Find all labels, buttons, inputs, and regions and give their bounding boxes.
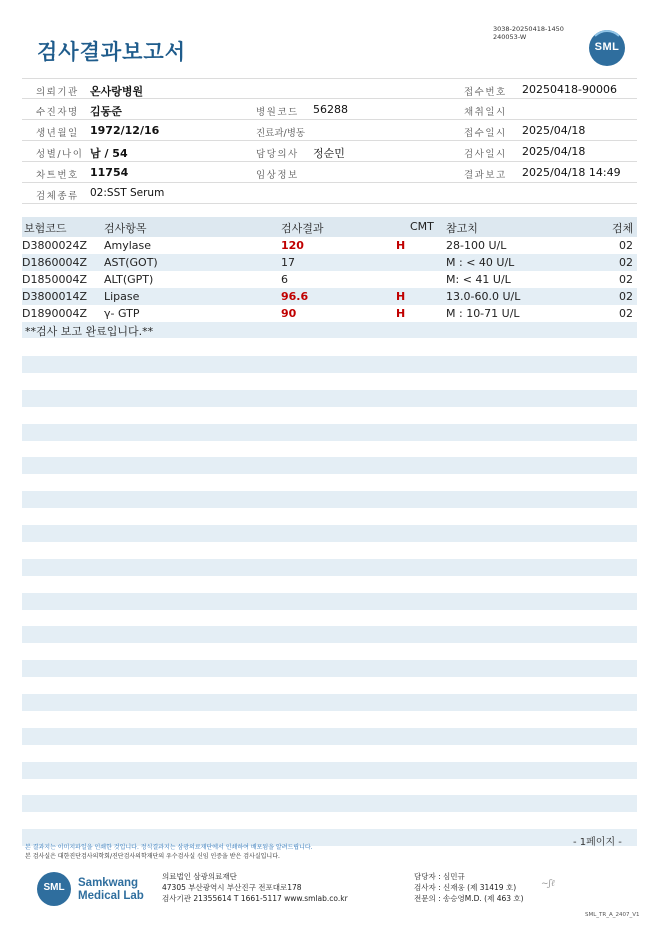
label-sex-age: 성별/나이: [36, 149, 84, 160]
info-row-3: [22, 120, 637, 141]
signature-mark: ~ʃℓ: [541, 879, 555, 889]
cell-specimen: 02: [619, 307, 633, 320]
brand-line-1: Samkwang: [78, 877, 139, 889]
staff-specialist: 전문의 : 송승영M.D. (제 463 호): [414, 894, 524, 903]
header-item: 검사항목: [104, 222, 147, 235]
cell-result: 90: [281, 307, 297, 320]
header-reference: 참고치: [446, 222, 478, 235]
empty-row-stripe: [22, 390, 637, 407]
empty-row-stripe: [22, 559, 637, 576]
cell-specimen: 02: [619, 290, 633, 303]
value-birth-date: 1972/12/16: [90, 124, 160, 137]
info-row-6: [22, 183, 637, 204]
cell-flag: H: [396, 307, 406, 320]
org-address: 47305 부산광역시 부산진구 전포대로178: [162, 883, 302, 892]
value-patient-name: 김동준: [90, 105, 122, 118]
value-specimen-type: 02:SST Serum: [90, 187, 165, 199]
cell-code: D1890004Z: [22, 307, 87, 320]
cell-code: D1850004Z: [22, 273, 87, 286]
cell-item: ALT(GPT): [104, 273, 154, 286]
label-department: 진료과/병동: [256, 128, 306, 139]
label-test-date: 검사일시: [464, 149, 507, 160]
page-title: 검사결과보고서: [37, 40, 187, 64]
org-contact: 검사기관 21355614 T 1661-5117 www.smlab.co.kr: [162, 894, 348, 903]
report-complete-note: **검사 보고 완료입니다.**: [22, 322, 637, 338]
cell-item: Amylase: [104, 239, 152, 252]
label-hospital-code: 병원코드: [256, 107, 299, 118]
cell-reference: 28-100 U/L: [446, 239, 507, 252]
table-row: [22, 254, 637, 271]
cell-specimen: 02: [619, 256, 633, 269]
table-row: [22, 288, 637, 305]
results-table-body: [22, 237, 637, 322]
footer-note-accreditation: 본 검사실은 대한진단검사의학회/진단검사의학재단의 우수검사실 신임 인증을 받은 검사실입니다.: [25, 853, 280, 860]
cell-code: D1860004Z: [22, 256, 87, 269]
info-row-1: [22, 78, 637, 99]
cell-code: D3800014Z: [22, 290, 87, 303]
patient-info-block: [22, 78, 637, 204]
staff-manager: 담당자 : 심민규: [414, 872, 465, 881]
label-requesting-org: 의뢰기관: [36, 87, 79, 98]
value-sex-age: 남 / 54: [90, 147, 128, 160]
cell-reference: M : < 40 U/L: [446, 256, 515, 269]
value-test-date: 2025/04/18: [522, 145, 586, 158]
empty-row-stripe: [22, 593, 637, 610]
cell-flag: H: [396, 290, 406, 303]
label-chart-no: 차트번호: [36, 170, 79, 181]
cell-result: 6: [281, 273, 288, 286]
label-collection-date: 채취일시: [464, 107, 507, 118]
header-specimen: 검체: [612, 222, 634, 235]
info-row-5: [22, 162, 637, 183]
label-birth-date: 생년월일: [36, 128, 79, 139]
value-hospital-code: 56288: [313, 103, 348, 116]
org-name: 의료법인 삼광의료재단: [162, 872, 237, 881]
empty-row-stripe: [22, 728, 637, 745]
footer-sml-logo-text: SML: [43, 882, 65, 893]
cell-flag: H: [396, 239, 406, 252]
empty-row-stripe: [22, 795, 637, 812]
document-code-line1: 3038-20250418-1450: [493, 25, 564, 33]
document-code: [493, 25, 564, 41]
empty-row-stripe: [22, 491, 637, 508]
empty-row-stripe: [22, 762, 637, 779]
cell-specimen: 02: [619, 239, 633, 252]
cell-item: Lipase: [104, 290, 140, 303]
value-receipt-date: 2025/04/18: [522, 124, 586, 137]
brand-line-2: Medical Lab: [78, 890, 144, 902]
value-doctor: 정순민: [313, 147, 345, 160]
label-receipt-no: 접수번호: [464, 87, 507, 98]
cell-item: AST(GOT): [104, 256, 158, 269]
info-row-2: [22, 99, 637, 120]
sml-logo-text: SML: [594, 41, 620, 53]
empty-row-stripe: [22, 626, 637, 643]
footer-organization: [162, 871, 348, 904]
cell-result: 96.6: [281, 290, 309, 303]
empty-row-stripe: [22, 694, 637, 711]
cell-result: 17: [281, 256, 295, 269]
empty-row-stripe: [22, 424, 637, 441]
empty-row-stripe: [22, 660, 637, 677]
table-row: [22, 237, 637, 254]
empty-row-stripe: [22, 457, 637, 474]
document-code-line2: 240053-W: [493, 33, 527, 41]
footer-sml-logo: [37, 872, 71, 906]
value-requesting-org: 온사랑병원: [90, 85, 144, 98]
header-cmt: CMT: [410, 220, 434, 233]
info-row-4: [22, 141, 637, 162]
cell-specimen: 02: [619, 273, 633, 286]
label-receipt-date: 접수일시: [464, 128, 507, 139]
sml-logo-arc: [589, 30, 625, 66]
staff-tester: 검사자 : 신재웅 (제 31419 호): [414, 883, 517, 892]
label-report-date: 결과보고: [464, 170, 507, 181]
results-table-header: [22, 217, 637, 237]
label-clinical-info: 임상정보: [256, 170, 299, 181]
value-receipt-no: 20250418-90006: [522, 83, 617, 96]
table-row: [22, 305, 637, 322]
footer-brand-name: [78, 877, 144, 903]
page-number: - 1페이지 -: [573, 837, 622, 848]
cell-item: γ- GTP: [104, 307, 140, 320]
cell-reference: M: < 41 U/L: [446, 273, 511, 286]
footer-staff: [414, 871, 524, 904]
form-code: SML_TR_A_2407_V1: [585, 912, 640, 918]
cell-reference: M : 10-71 U/L: [446, 307, 520, 320]
label-specimen-type: 검체종류: [36, 191, 79, 202]
header-result: 검사결과: [281, 222, 324, 235]
header-code: 보험코드: [24, 222, 67, 235]
empty-row-stripe: [22, 525, 637, 542]
table-row: [22, 271, 637, 288]
label-doctor: 담당의사: [256, 149, 299, 160]
footer-note-image-copy: 본 결과지는 이미지파일을 인쇄한 것입니다. 정식결과지는 삼광의료재단에서 인쇄하여 배포됨을 알려드립니다.: [25, 844, 313, 851]
cell-result: 120: [281, 239, 304, 252]
cell-code: D3800024Z: [22, 239, 87, 252]
empty-row-stripe: [22, 356, 637, 373]
value-chart-no: 11754: [90, 166, 129, 179]
value-report-date: 2025/04/18 14:49: [522, 166, 621, 179]
label-patient-name: 수진자명: [36, 107, 79, 118]
cell-reference: 13.0-60.0 U/L: [446, 290, 521, 303]
